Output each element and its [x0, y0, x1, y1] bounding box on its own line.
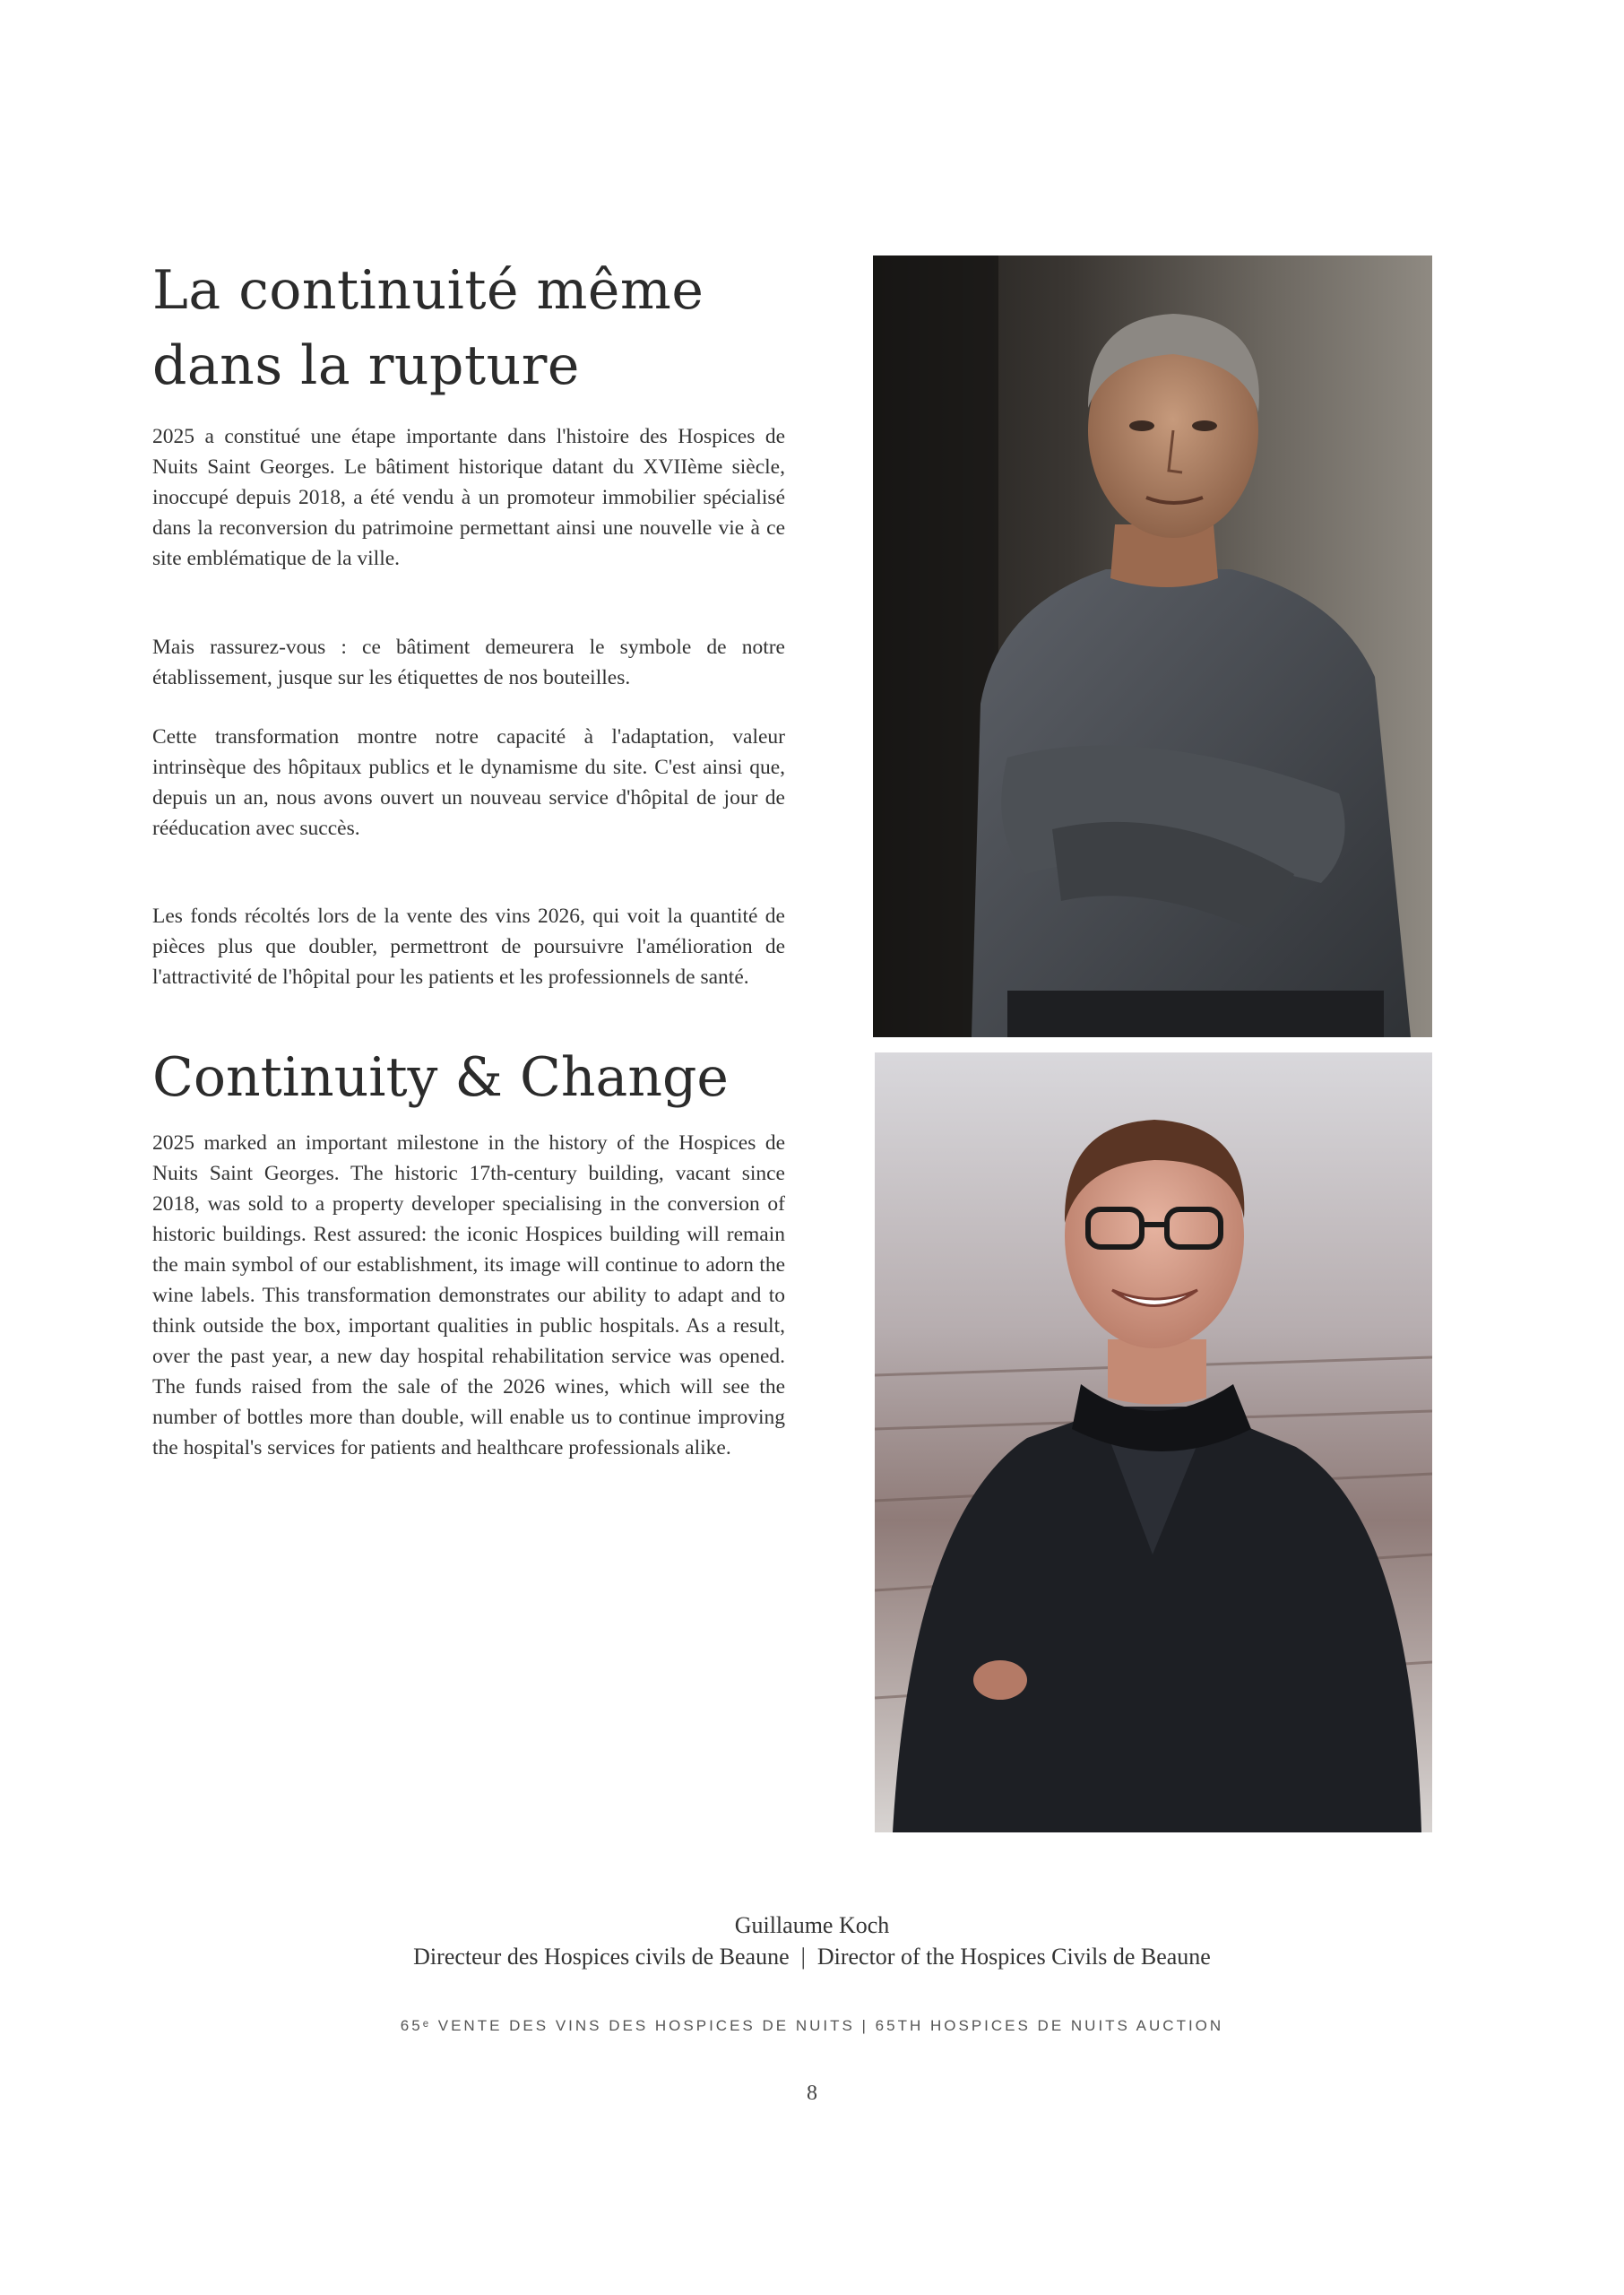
- signature-name: Guillaume Koch: [734, 1912, 890, 1938]
- page-number: 8: [807, 2082, 817, 2105]
- french-paragraph-3: Cette transformation montre notre capacité à l'adaptation, valeur intrinsèque des hôpitaux publics et le dynamisme du site. C'est ainsi que, depuis un an, nous avons ouvert un nouveau service d'hôpital de jour de rééducation avec succès.: [152, 725, 785, 840]
- signature-title: Directeur des Hospices civils de Beaune | Director of the Hospices Civils de Beaune: [413, 1944, 1211, 1970]
- portrait-photo-man-dark-coat: [875, 1052, 1432, 1832]
- portrait-photo-man-grey-sweater: [873, 255, 1432, 1037]
- english-heading: Continuity & Change: [152, 1046, 729, 1109]
- footer-auction-line: 65ᵉ VENTE DES VINS DES HOSPICES DE NUITS | 65TH HOSPICES DE NUITS AUCTION: [400, 2017, 1224, 2034]
- french-paragraph-4: Les fonds récoltés lors de la vente des vins 2026, qui voit la quantité de pièces plus que doubler, permettront de poursuivre l'amélioration de l'attractivité de l'hôpital pour les patients et les professionnels de santé.: [152, 905, 785, 989]
- english-paragraph: 2025 marked an important milestone in the history of the Hospices de Nuits Saint Georges. The historic 17th-century building, vacant since 2018, was sold to a property developer specialising in the conversion of historic buildings. Rest assured: the iconic Hospices building will remain the main symbol of our establishment, its image will continue to adorn the wine labels. This transformation demonstrates our ability to adapt and to think outside the box, important qualities in public hospitals. As a result, over the past year, a new day hospital rehabilitation service was opened. The funds raised from the sale of the 2026 wines, which will see the number of bottles more than double, will enable us to continue improving the hospital's services for patients and healthcare professionals alike.: [152, 1131, 785, 1459]
- french-heading: La continuité même dans la rupture: [152, 259, 704, 397]
- french-paragraph-2: Mais rassurez-vous : ce bâtiment demeurera le symbole de notre établissement, jusque sur les étiquettes de nos bouteilles.: [152, 636, 785, 689]
- french-paragraph-1: 2025 a constitué une étape importante dans l'histoire des Hospices de Nuits Saint Georges. Le bâtiment historique datant du XVIIème siècle, inoccupé depuis 2018, a été vendu à un promoteur immobilier spécialisé dans la reconversion du patrimoine permettant ainsi une nouvelle vie à ce site emblématique de la ville.: [152, 425, 785, 570]
